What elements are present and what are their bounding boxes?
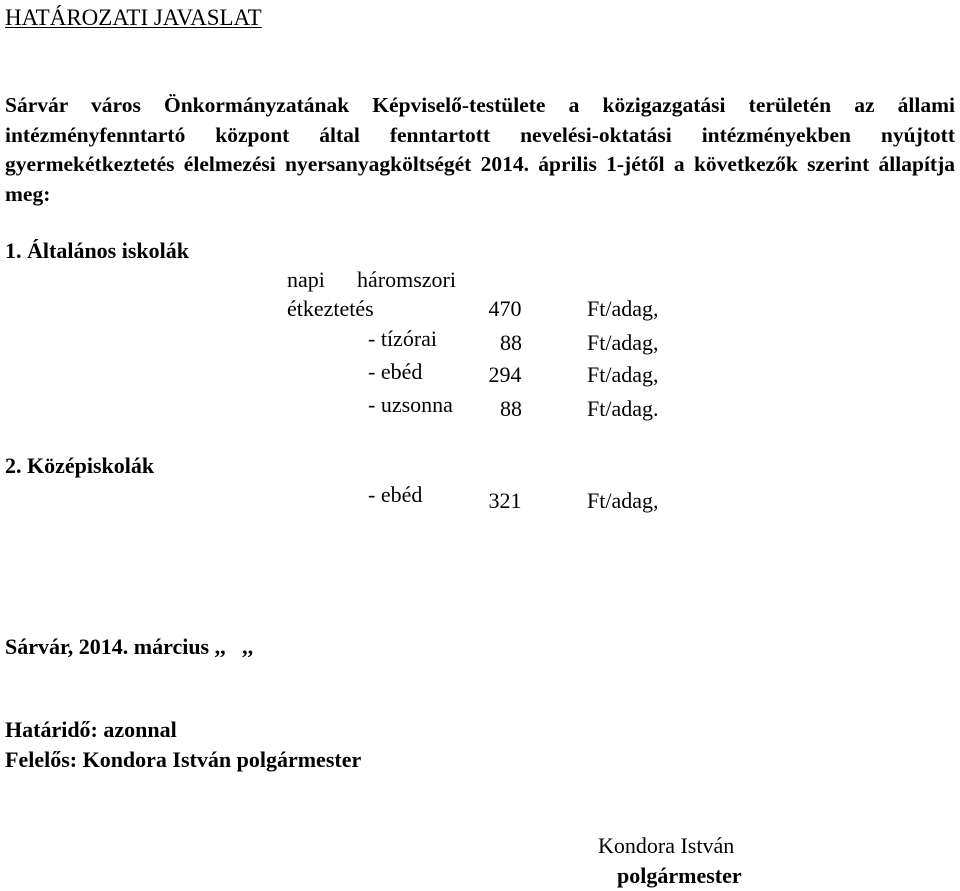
meal-row-label: - uzsonna [368, 392, 453, 417]
meal-row-unit: Ft/adag, [587, 330, 659, 355]
meal-row-label: étkeztetés [287, 296, 374, 321]
deadline-line: Határidő: azonnal [5, 717, 177, 742]
meal-row-unit: Ft/adag, [587, 362, 659, 387]
meal-row-value: 294 [488, 362, 522, 387]
meal-row-label: - tízórai [368, 326, 438, 351]
place-date: Sárvár, 2014. március ,, ,, [5, 634, 254, 659]
signature-role: polgármester [617, 863, 742, 888]
meal-text-haromszori: háromszori [357, 267, 456, 292]
document-title: HATÁROZATI JAVASLAT [5, 5, 262, 30]
meal-row-value: 470 [488, 296, 522, 321]
responsible-line: Felelős: Kondora István polgármester [5, 747, 362, 772]
meal-row-unit: Ft/adag, [587, 296, 659, 321]
meal-row-value: 88 [500, 330, 522, 355]
meal-row-unit: Ft/adag, [587, 488, 659, 513]
section-heading-secondary-schools: 2. Középiskolák [5, 453, 155, 478]
meal-row-label: - ebéd [368, 359, 423, 384]
meal-row-unit: Ft/adag. [587, 396, 659, 421]
meal-row-value: 88 [500, 396, 522, 421]
meal-row-value: 321 [488, 488, 522, 513]
section-heading-general-schools: 1. Általános iskolák [5, 238, 189, 263]
signature-name: Kondora István [598, 833, 735, 858]
meal-text-napi: napi [287, 267, 325, 292]
meal-row-label: - ebéd [368, 482, 423, 507]
intro-paragraph: Sárvár város Önkormányzatának Képviselő-testülete a közigazgatási területén az állami intézményfenntartó központ által fenntartott nevelési-oktatási intézményekben nyújtott gyermekétkeztetés élelmezési nyersanyagköltségét 2014. április 1-jétől a következők szerint állapítja meg: [5, 93, 955, 206]
